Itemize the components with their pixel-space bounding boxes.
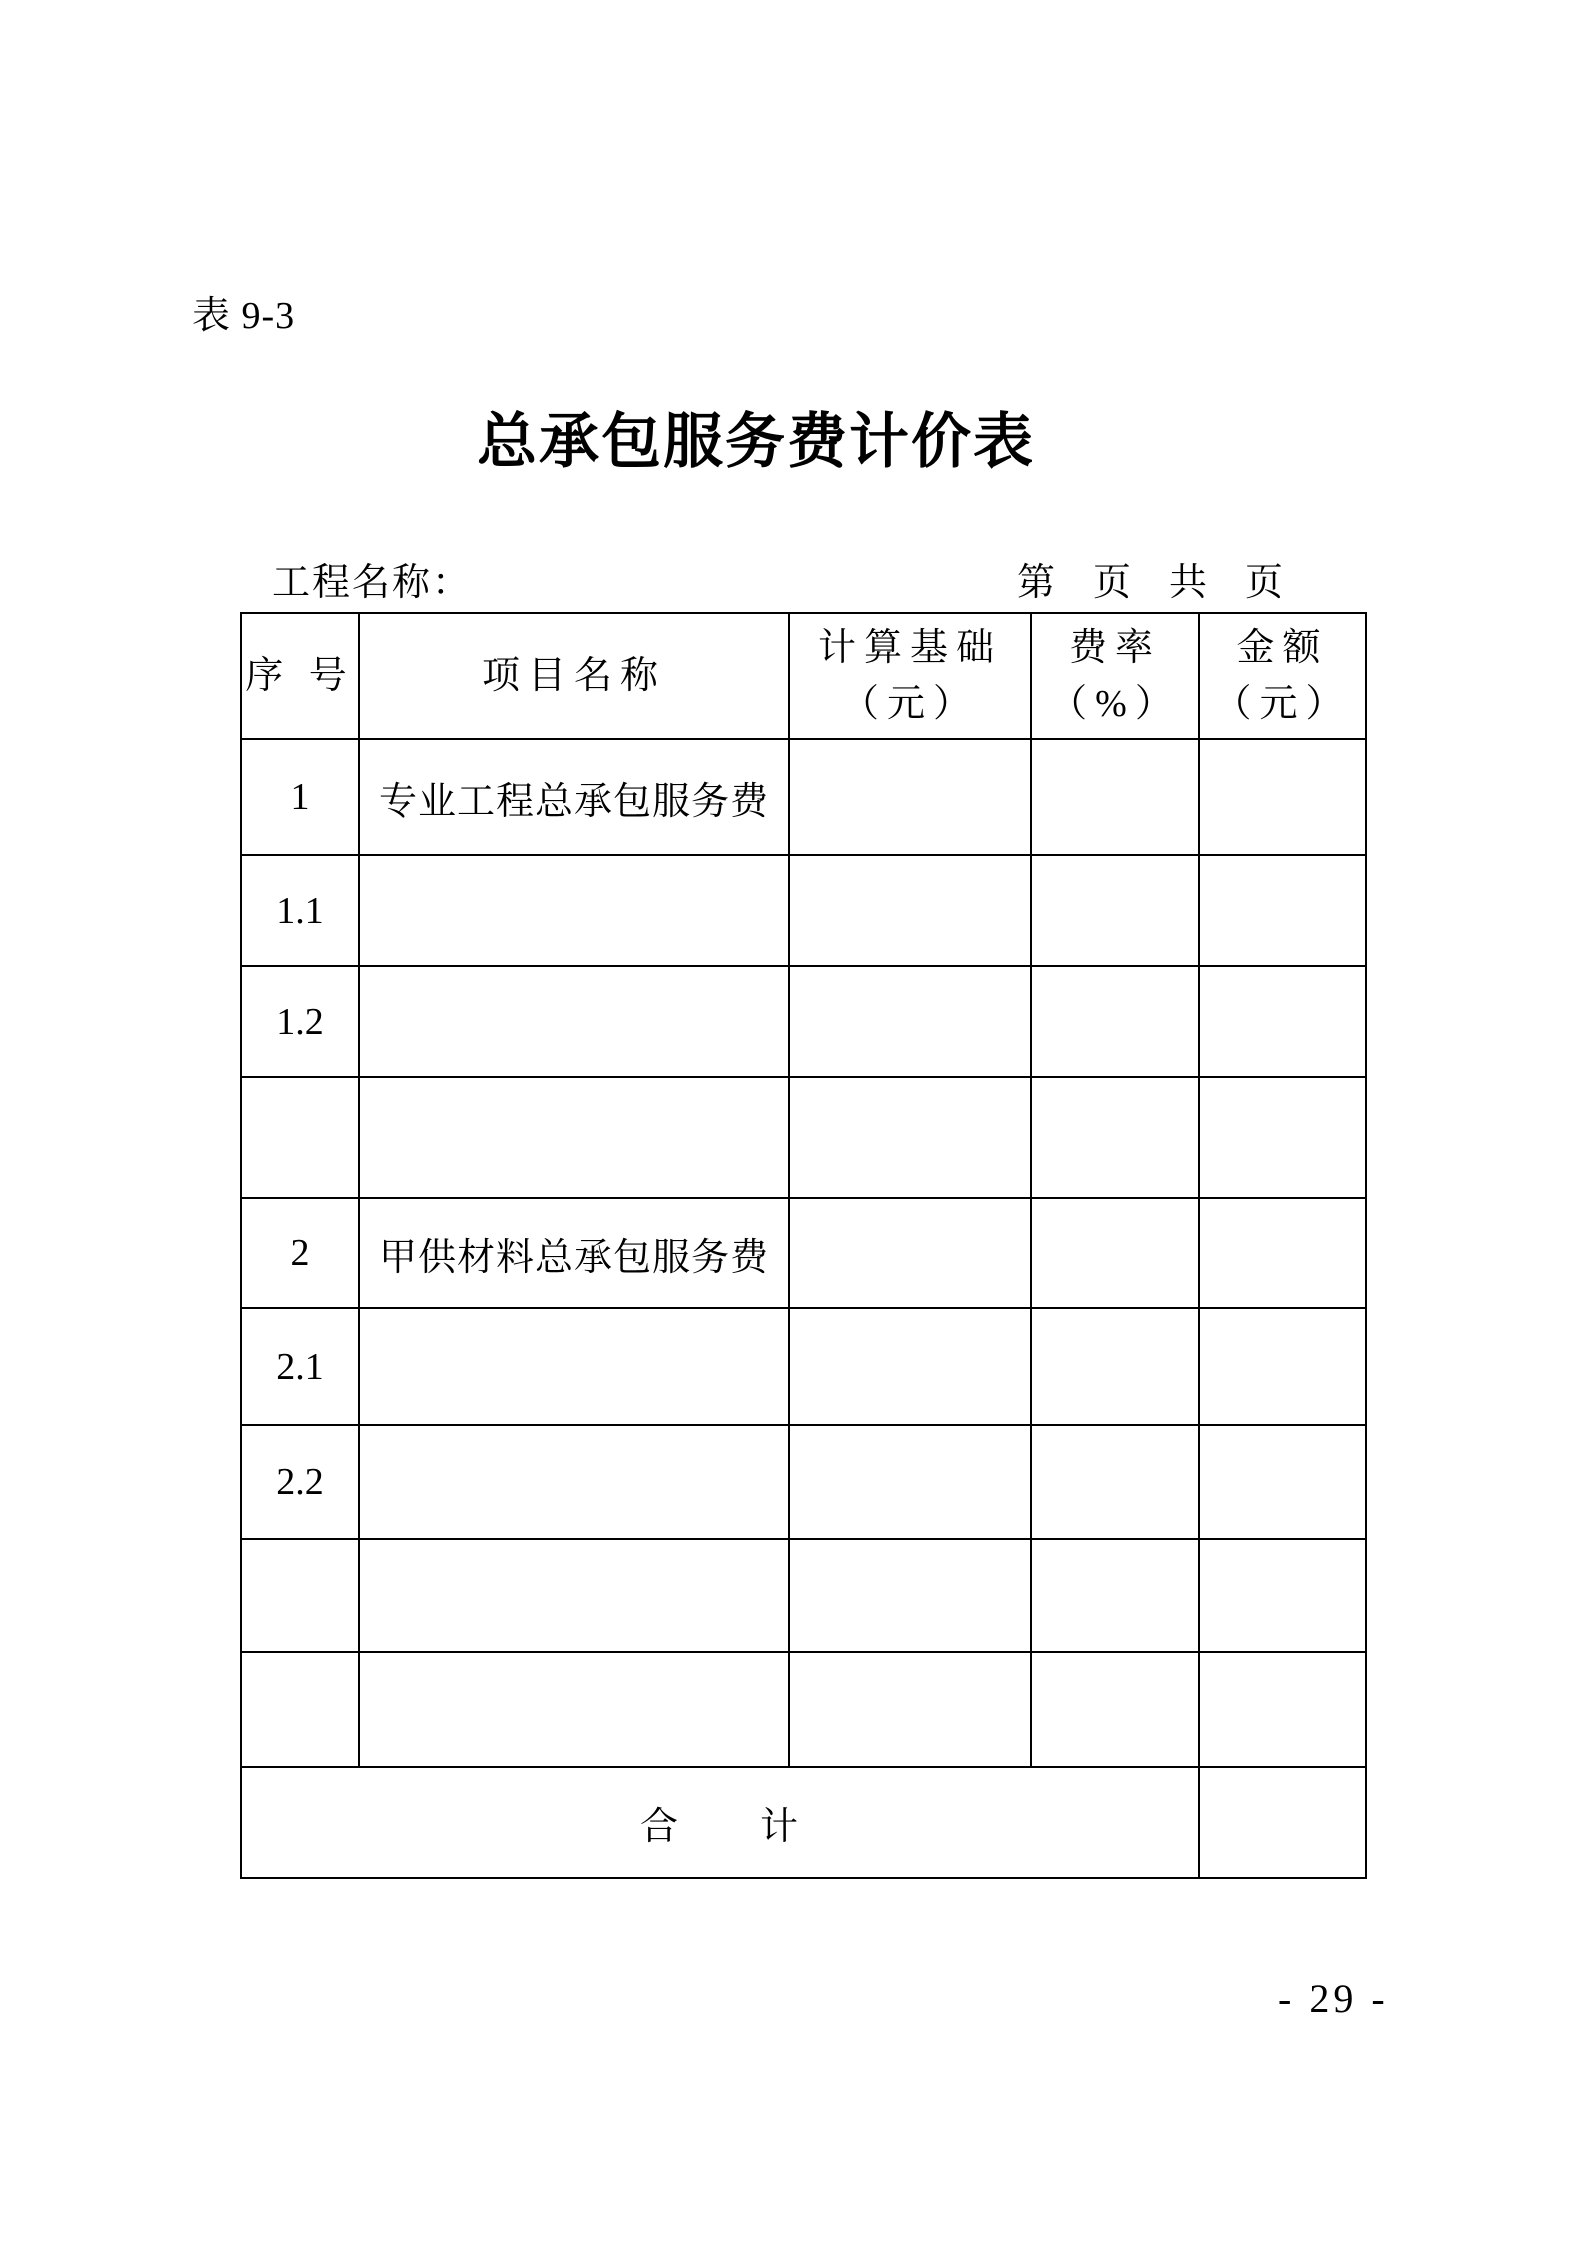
header-serial-number bbox=[241, 613, 359, 739]
cell-amount bbox=[1199, 1077, 1366, 1198]
cell-project-name bbox=[359, 966, 789, 1077]
cell-calculation-basis bbox=[789, 739, 1031, 855]
table-total-row bbox=[241, 1767, 1366, 1878]
cell-serial-number: 2.1 bbox=[241, 1308, 359, 1425]
table-row bbox=[241, 966, 1366, 1077]
header-calculation-basis bbox=[789, 613, 1031, 739]
cell-serial-number bbox=[241, 1539, 359, 1652]
table-row bbox=[241, 1077, 1366, 1198]
cell-total-amount bbox=[1199, 1767, 1366, 1878]
cell-rate bbox=[1031, 1077, 1199, 1198]
header-rate bbox=[1031, 613, 1199, 739]
table-row bbox=[241, 1198, 1366, 1308]
table-row bbox=[241, 1425, 1366, 1539]
cell-project-name bbox=[359, 1425, 789, 1539]
cell-amount bbox=[1199, 739, 1366, 855]
cell-rate bbox=[1031, 1425, 1199, 1539]
project-name-label: 工程名称： bbox=[272, 562, 473, 604]
cell-total-label: 合 计 bbox=[241, 1767, 1199, 1878]
cell-project-name: 专业工程总承包服务费 bbox=[359, 739, 789, 855]
cell-serial-number: 1.1 bbox=[241, 855, 359, 966]
cell-amount bbox=[1199, 855, 1366, 966]
page-title: 总承包服务费计价表 bbox=[477, 409, 1035, 475]
table-row bbox=[241, 1539, 1366, 1652]
cell-serial-number: 1 bbox=[241, 739, 359, 855]
header-amount bbox=[1199, 613, 1366, 739]
header-project-name-label: 项目名称 bbox=[481, 655, 666, 697]
pricing-table bbox=[240, 612, 1367, 1879]
cell-calculation-basis bbox=[789, 1198, 1031, 1308]
header-calculation-basis-label: 计算基础 bbox=[817, 627, 1002, 669]
cell-rate bbox=[1031, 1652, 1199, 1767]
header-rate-label: 费率 bbox=[1068, 627, 1161, 669]
table-number-label: 表 9-3 bbox=[192, 295, 296, 337]
cell-calculation-basis bbox=[789, 1425, 1031, 1539]
cell-amount bbox=[1199, 966, 1366, 1077]
cell-project-name bbox=[359, 1539, 789, 1652]
cell-amount bbox=[1199, 1652, 1366, 1767]
cell-rate bbox=[1031, 966, 1199, 1077]
header-rate-sub: （%） bbox=[1049, 683, 1181, 725]
cell-project-name: 甲供材料总承包服务费 bbox=[359, 1198, 789, 1308]
pagination-text: 第 页 共 页 bbox=[1017, 562, 1284, 604]
cell-project-name bbox=[359, 1308, 789, 1425]
cell-amount bbox=[1199, 1308, 1366, 1425]
cell-rate bbox=[1031, 1308, 1199, 1425]
header-amount-label: 金额 bbox=[1236, 627, 1329, 669]
table-row bbox=[241, 855, 1366, 966]
cell-serial-number bbox=[241, 1652, 359, 1767]
page-number: - 29 - bbox=[1278, 1976, 1389, 2021]
cell-amount bbox=[1199, 1198, 1366, 1308]
table-row bbox=[241, 739, 1366, 855]
header-project-name bbox=[359, 613, 789, 739]
cell-rate bbox=[1031, 1198, 1199, 1308]
cell-serial-number: 2 bbox=[241, 1198, 359, 1308]
cell-calculation-basis bbox=[789, 1539, 1031, 1652]
cell-serial-number: 1.2 bbox=[241, 966, 359, 1077]
cell-calculation-basis bbox=[789, 1077, 1031, 1198]
table-row bbox=[241, 1652, 1366, 1767]
cell-project-name bbox=[359, 855, 789, 966]
header-amount-sub: （元） bbox=[1213, 683, 1352, 725]
cell-calculation-basis bbox=[789, 1308, 1031, 1425]
cell-serial-number: 2.2 bbox=[241, 1425, 359, 1539]
header-serial-number-label: 序 号 bbox=[245, 655, 355, 697]
cell-project-name bbox=[359, 1077, 789, 1198]
cell-amount bbox=[1199, 1425, 1366, 1539]
cell-rate bbox=[1031, 855, 1199, 966]
cell-amount bbox=[1199, 1539, 1366, 1652]
cell-calculation-basis bbox=[789, 1652, 1031, 1767]
cell-rate bbox=[1031, 739, 1199, 855]
table-header-row bbox=[241, 613, 1366, 739]
cell-serial-number bbox=[241, 1077, 359, 1198]
cell-rate bbox=[1031, 1539, 1199, 1652]
cell-project-name bbox=[359, 1652, 789, 1767]
cell-calculation-basis bbox=[789, 966, 1031, 1077]
cell-calculation-basis bbox=[789, 855, 1031, 966]
header-calculation-basis-sub: （元） bbox=[840, 683, 979, 725]
table-row bbox=[241, 1308, 1366, 1425]
